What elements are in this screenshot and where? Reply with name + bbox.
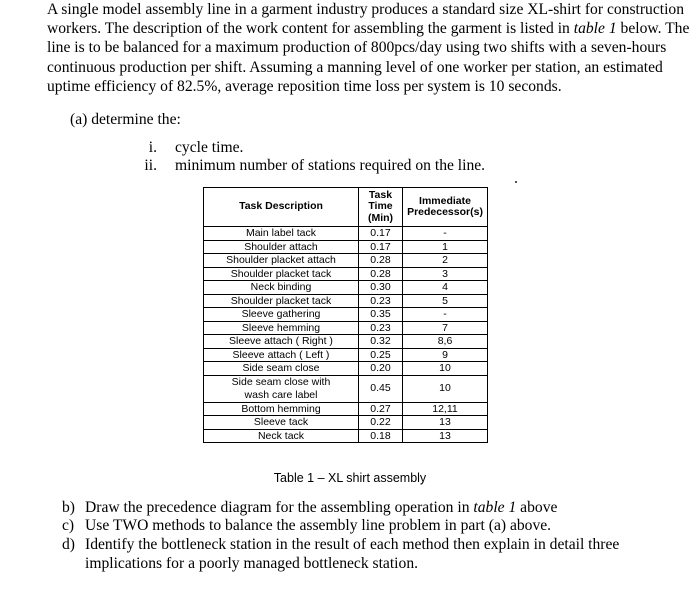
header-task-time	[359, 188, 403, 227]
header-time-line-2: Time	[368, 200, 393, 213]
task-time: 0.17	[359, 240, 403, 254]
task-predecessor: 13	[403, 416, 488, 430]
task-description: Sleeve hemming	[204, 321, 359, 335]
task-predecessor: 8,6	[403, 335, 488, 349]
part-a-heading: (a) determine the:	[70, 111, 181, 128]
table-header-row	[204, 188, 488, 227]
table-row	[204, 267, 488, 281]
task-time: 0.18	[359, 429, 403, 443]
question-text-pre: Draw the precedence diagram for the assembling operation in	[85, 499, 474, 516]
task-predecessor: 9	[403, 348, 488, 362]
task-description: Neck binding	[204, 281, 359, 295]
task-description: Main label tack	[204, 227, 359, 241]
table-row	[204, 362, 488, 376]
table-row	[204, 348, 488, 362]
task-predecessor: 10	[403, 375, 488, 402]
header-time-line-3: (Min)	[367, 211, 394, 224]
task-description-line-2: wash care label	[244, 388, 318, 401]
task-predecessor: 1	[403, 240, 488, 254]
item-number: ii.	[144, 157, 157, 174]
table-row	[204, 429, 488, 443]
task-predecessor: 5	[403, 294, 488, 308]
table-row	[204, 240, 488, 254]
question-table-reference: table 1	[473, 499, 517, 516]
problem-statement	[47, 0, 692, 96]
table-row	[204, 375, 488, 402]
task-description: Sleeve attach ( Right )	[204, 335, 359, 349]
question-text: Identify the bottleneck station in the result of each method then explain in detail three implications for a poorly managed bottleneck station.	[85, 536, 620, 572]
question-text: Use TWO methods to balance the assembly line problem in part (a) above.	[85, 517, 552, 534]
table-row	[204, 416, 488, 430]
header-pred-line-2: Predecessor(s)	[407, 206, 483, 218]
question-text-post: above	[516, 499, 558, 516]
task-predecessor: 2	[403, 254, 488, 268]
intro-text-2: below. The line is to be balanced for a maximum production of 800pcs/day using two shifts with a seven-hours continuous production per shift. Assuming a manning level of one worker per station, an estimated uptime efficiency of 82.5%, average reposition time loss per system is 10 seconds.	[47, 20, 690, 95]
intro-text-1: A single model assembly line in a garment industry produces a standard size XL-shirt for construction workers. The description of the work content for assembling the garment is listed in	[47, 1, 685, 38]
table-row	[204, 335, 488, 349]
task-description: Shoulder placket tack	[204, 294, 359, 308]
task-table	[203, 187, 488, 443]
table-row	[204, 254, 488, 268]
task-predecessor: 4	[403, 281, 488, 295]
intro-table-reference: table 1	[573, 20, 617, 38]
header-task-description: Task Description	[204, 188, 359, 227]
task-time: 0.17	[359, 227, 403, 241]
question-label: d)	[62, 536, 75, 553]
header-pred-line-1: Immediate	[419, 194, 471, 207]
table-row	[204, 227, 488, 241]
task-predecessor: 13	[403, 429, 488, 443]
task-predecessor: 12,11	[403, 402, 488, 416]
task-description: Sleeve tack	[204, 416, 359, 430]
question-label: c)	[62, 517, 75, 534]
task-time: 0.22	[359, 416, 403, 430]
task-time: 0.28	[359, 254, 403, 268]
task-time: 0.45	[359, 375, 403, 402]
table-caption: Table 1 – XL shirt assembly	[273, 471, 427, 485]
task-predecessor: 10	[403, 362, 488, 376]
task-description: Shoulder placket attach	[204, 254, 359, 268]
task-time: 0.30	[359, 281, 403, 295]
question-text	[85, 499, 665, 518]
task-time: 0.23	[359, 321, 403, 335]
task-time: 0.23	[359, 294, 403, 308]
task-time: 0.27	[359, 402, 403, 416]
task-predecessor: -	[403, 227, 488, 241]
task-description: Shoulder attach	[204, 240, 359, 254]
task-description-line-1: Side seam close with	[231, 376, 331, 388]
task-time: 0.35	[359, 308, 403, 322]
task-time: 0.20	[359, 362, 403, 376]
task-description: Bottom hemming	[204, 402, 359, 416]
task-time: 0.32	[359, 335, 403, 349]
task-time: 0.28	[359, 267, 403, 281]
table-row	[204, 402, 488, 416]
table-row	[204, 294, 488, 308]
task-description	[204, 375, 359, 402]
stray-dot	[515, 181, 517, 183]
task-description: Sleeve attach ( Left )	[204, 348, 359, 362]
table-row	[204, 281, 488, 295]
item-number: i.	[148, 139, 157, 156]
item-text: minimum number of stations required on the line.	[175, 157, 486, 174]
task-predecessor: 7	[403, 321, 488, 335]
item-text: cycle time.	[175, 139, 244, 156]
task-predecessor: -	[403, 308, 488, 322]
header-time-line-1: Task	[368, 188, 393, 201]
task-description: Side seam close	[204, 362, 359, 376]
table-row	[204, 321, 488, 335]
task-description: Sleeve gathering	[204, 308, 359, 322]
task-description: Shoulder placket tack	[204, 267, 359, 281]
question-label: b)	[62, 499, 75, 516]
table-row	[204, 308, 488, 322]
header-predecessors	[403, 188, 488, 227]
task-predecessor: 3	[403, 267, 488, 281]
task-description: Neck tack	[204, 429, 359, 443]
task-time: 0.25	[359, 348, 403, 362]
